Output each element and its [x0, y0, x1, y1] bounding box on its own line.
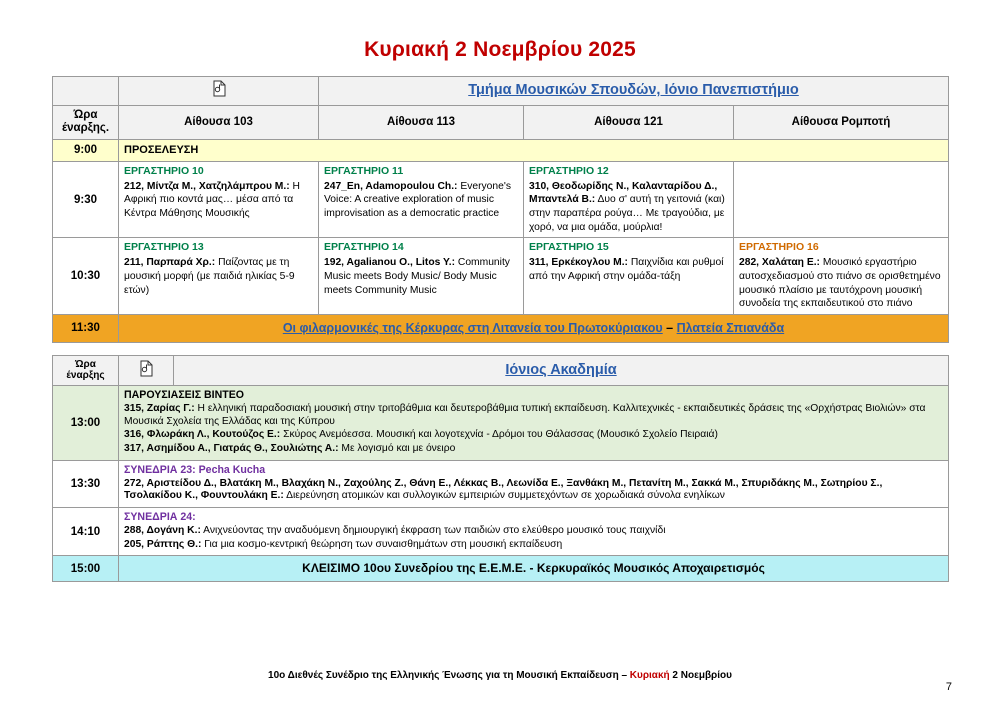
workshop-cell	[119, 161, 319, 238]
closing-label: ΚΛΕΙΣΙΜΟ 10ου Συνεδρίου της Ε.Ε.Μ.Ε. - Κερκυραϊκός Μουσικός Αποχαιρετισμός	[119, 556, 949, 582]
table-row-0930	[53, 161, 949, 238]
session-entry: 315, Ζαρίας Γ.: Η ελληνική παραδοσιακή μουσική στην τριτοβάθμια και δευτεροβάθμια τυπική εκπαίδευση. Καλλιτεχνικές - εκπαιδευτικές δράσεις της «Ορχήστρας Βιολιών» στα Μουσικά Σχολεία της Ελλάδας και της Κύπρου	[124, 402, 926, 427]
schedule-section-university	[0, 76, 1000, 343]
session-entry: 272, Αριστείδου Δ., Βλατάκη Μ., Βλαχάκη Ν., Ζαχούλης Ζ., Θάνη Ε., Λέκκας Β., Λεωνίδα Ε., Ξανθάκη Μ., Πετανίτη Μ., Σακκά Μ., Σπυριδάκης Μ., Σωτηρίου Σ., Τσολακίδου Κ., Φουντουλάκη Ε.: Διερεύνηση ατομικών και συλλογικών εμπειριών συμμετεχόντων σε χορωδιακά σύνολα ενηλίκων	[124, 477, 883, 502]
page-number: 7	[945, 681, 952, 693]
row-time: 13:30	[53, 460, 119, 507]
row-time: 9:30	[53, 161, 119, 238]
workshop-label: ΕΡΓΑΣΤΗΡΙΟ 12	[529, 164, 609, 177]
schedule-section-academy	[0, 355, 1000, 582]
workshop-text: 247_En, Adamopoulou Ch.: Everyone's Voice: A creative exploration of music improvisation as a democratic practice	[324, 180, 511, 220]
workshop-text: 211, Παρπαρά Χρ.: Παίζοντας με τη μουσική μορφή (με παιδιά ηλικίας 5-9 ετών)	[124, 257, 295, 296]
time-column-header-academy: Ώρα έναρξης	[53, 355, 119, 385]
workshop-label: ΕΡΓΑΣΤΗΡΙΟ 10	[124, 164, 204, 177]
workshop-text: 310, Θεοδωρίδης Ν., Καλανταρίδου Δ., Μπαντελά Β.: Δυο σ' αυτή τη γειτονιά (και) στην παραπέρα ρούγα… Με τραγούδια, με χορό, να μια ομάδα, μούρλια!	[529, 180, 725, 233]
table-row-parade	[53, 314, 949, 342]
session-cell	[119, 385, 949, 460]
table-row-1030	[53, 238, 949, 315]
row-time: 9:00	[53, 139, 119, 161]
room-header-113: Αίθουσα 113	[319, 105, 524, 139]
room-header-103: Αίθουσα 103	[119, 105, 319, 139]
workshop-cell	[524, 161, 734, 238]
workshop-text: 192, Agalianou O., Litos Y.: Community Music meets Body Music/ Body Music meets Community Music	[324, 257, 510, 296]
workshop-label: ΕΡΓΑΣΤΗΡΙΟ 14	[324, 241, 404, 254]
tag-icon	[119, 77, 319, 106]
workshop-label: ΕΡΓΑΣΤΗΡΙΟ 13	[124, 241, 204, 254]
parade-location-link[interactable]: Πλατεία Σπιανάδα	[676, 320, 785, 335]
workshop-cell	[319, 238, 524, 315]
session-entry: 316, Φλωράκη Λ., Κουτούζος Ε.: Σκύρος Ανεμόεσσα. Μουσική και λογοτεχνία - Δρόμοι του Θάλασσας (Μουσικό Σχολείο Πειραιά)	[124, 429, 718, 441]
tag-icon	[119, 355, 174, 385]
session-cell	[119, 460, 949, 507]
row-time: 11:30	[53, 314, 119, 342]
session-title: ΣΥΝΕΔΡΙΑ 24:	[124, 510, 196, 523]
workshop-cell-empty	[734, 161, 949, 238]
table-row-1410	[53, 507, 949, 555]
time-column-header: Ώρα έναρξης.	[53, 105, 119, 139]
workshop-label: ΕΡΓΑΣΤΗΡΙΟ 11	[324, 164, 404, 177]
column-header-row	[53, 105, 949, 139]
workshop-cell	[524, 238, 734, 315]
tag-icon-cell	[53, 77, 119, 106]
workshop-label: ΕΡΓΑΣΤΗΡΙΟ 15	[529, 241, 609, 254]
parade-banner	[119, 314, 949, 342]
workshop-cell	[734, 238, 949, 315]
session-title: ΣΥΝΕΔΡΙΑ 23: Pecha Kucha	[124, 463, 266, 476]
workshop-text: 212, Μίντζα Μ., Χατζηλάμπρου Μ.: Η Αφρική πιο κοντά μας… μέσα από τα Κέντρα Μάθησης Μουσικής	[124, 180, 300, 220]
schedule-table-university	[52, 76, 949, 343]
row-time: 13:00	[53, 385, 119, 460]
session-entry: 317, Ασημίδου Α., Γιατράς Θ., Σουλιώτης Α.: Με λογισμό και με όνειρο	[124, 442, 456, 454]
page-footer: 10ο Διεθνές Συνέδριο της Ελληνικής Ένωσης για τη Μουσική Εκπαίδευση – Κυριακή 2 Νοεμβρίου	[268, 670, 732, 681]
workshop-text: 311, Ερκέκογλου Μ.: Παιχνίδια και ρυθμοί από την Αφρική στην ομάδα-τάξη	[529, 257, 724, 282]
session-cell	[119, 507, 949, 555]
venue-title: Τμήμα Μουσικών Σπουδών, Ιόνιο Πανεπιστήμιο	[319, 77, 949, 106]
session-title: ΠΑΡΟΥΣΙΑΣΕΙΣ ΒΙΝΤΕΟ	[124, 388, 245, 401]
row-time: 15:00	[53, 556, 119, 582]
table-row-1330	[53, 460, 949, 507]
banner-dash: –	[662, 320, 677, 335]
room-header-121: Αίθουσα 121	[524, 105, 734, 139]
session-entry: 205, Ράπτης Θ.: Για μια κοσμο-κεντρική θεώρηση των συναισθημάτων στη μουσική εκπαίδευση	[124, 538, 563, 550]
room-header-robot: Αίθουσα Ρομποτή	[734, 105, 949, 139]
venue-header-row-academy	[53, 355, 949, 385]
row-time: 10:30	[53, 238, 119, 315]
schedule-table-academy	[52, 355, 949, 582]
table-row-1500	[53, 556, 949, 582]
table-row-arrival	[53, 139, 949, 161]
table-row-1300	[53, 385, 949, 460]
session-entry: 288, Δογάνη Κ.: Ανιχνεύοντας την αναδυόμενη δημιουργική έκφραση των παιδιών στο ελεύθερο μουσικό τους παιχνίδι	[124, 524, 666, 536]
parade-link[interactable]: Οι φιλαρμονικές της Κέρκυρας στη Λιτανεία του Πρωτοκύριακου	[282, 320, 663, 335]
workshop-cell	[119, 238, 319, 315]
workshop-cell	[319, 161, 524, 238]
page-title: Κυριακή 2 Νοεμβρίου 2025	[364, 38, 636, 61]
venue-title-academy: Ιόνιος Ακαδημία	[174, 355, 949, 385]
workshop-text: 282, Χαλάταη Ε.: Μουσικό εργαστήριο αυτοσχεδιασμού στο πιάνο σε ορισθετημένο μουσικό πλαίσιο με ταυτόχρονη μουσική συνοδεία της εκπαιδευτικού στο πιάνο	[739, 257, 941, 310]
arrival-label: ΠΡΟΣΕΛΕΥΣΗ	[119, 139, 949, 161]
row-time: 14:10	[53, 507, 119, 555]
workshop-label: ΕΡΓΑΣΤΗΡΙΟ 16	[739, 241, 819, 254]
venue-header-row	[53, 77, 949, 106]
